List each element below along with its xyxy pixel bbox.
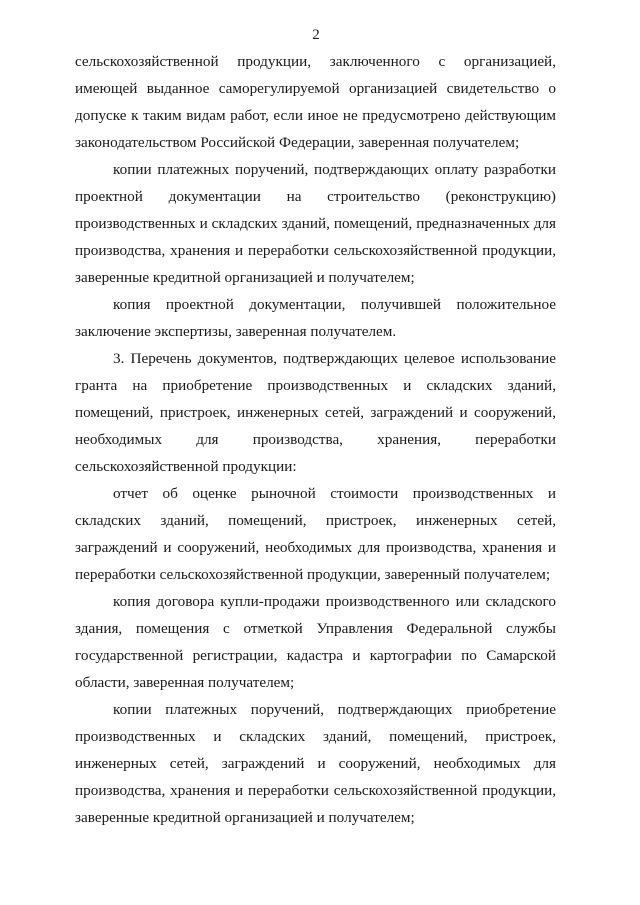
paragraph-4: 3. Перечень документов, подтверждающих целевое использование гранта на приобретение производственных и складских зданий, помещений, пристроек, инженерных сетей, заграждений и сооружений, необходимых для производства, хранения, переработки сельскохозяйственной продукции: — [75, 350, 556, 475]
paragraph-6: копия договора купли-продажи производственного или складского здания, помещения с отметкой Управления Федеральной службы государственной регистрации, кадастра и картографии по Самарской области, заверенная получателем; — [75, 593, 556, 691]
paragraph-1: сельскохозяйственной продукции, заключенного с организацией, имеющей выданное саморегулируемой организацией свидетельство о допуске к таким видам работ, если иное не предусмотрено действующим законодательством Российской Федерации, заверенная получателем; — [75, 53, 556, 151]
paragraph-2: копии платежных поручений, подтверждающих оплату разработки проектной документации на строительство (реконструкцию) производственных и складских зданий, помещений, предназначенных для производства, хранения и переработки сельскохозяйственной продукции, заверенные кредитной организацией и получателем; — [75, 161, 556, 286]
document-body — [75, 48, 556, 831]
paragraph-7: копии платежных поручений, подтверждающих приобретение производственных и складских зданий, помещений, пристроек, инженерных сетей, заграждений и сооружений, необходимых для производства, хранения и переработки сельскохозяйственной продукции, заверенные кредитной организацией и получателем; — [75, 701, 556, 826]
page-number: 2 — [312, 27, 320, 43]
paragraph-5: отчет об оценке рыночной стоимости производственных и складских зданий, помещений, пристроек, инженерных сетей, заграждений и сооружений, необходимых для производства, хранения и переработки сельскохозяйственной продукции, заверенный получателем; — [75, 485, 556, 583]
paragraph-3: копия проектной документации, получившей положительное заключение экспертизы, заверенная получателем. — [75, 296, 556, 340]
